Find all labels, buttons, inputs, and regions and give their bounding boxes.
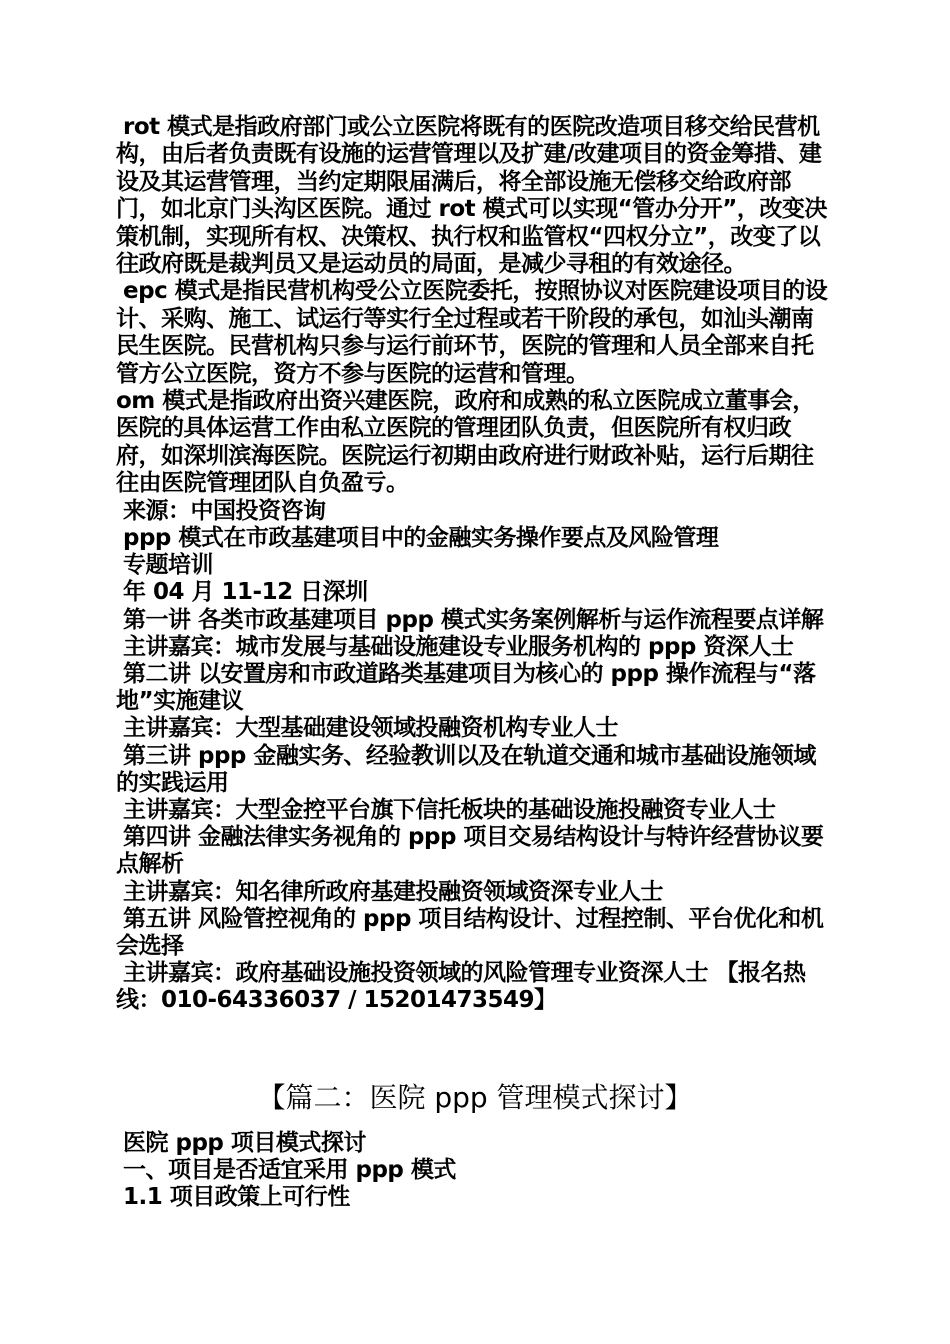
document-body [116, 114, 832, 1015]
lecture-2-speaker: 主讲嘉宾：大型基础建设领域投融资机构专业人士 [123, 715, 618, 742]
training-title: ppp 模式在市政基建项目中的金融实务操作要点及风险管理 [123, 524, 719, 551]
lecture-3-title: 第三讲 ppp 金融实务、经验教训以及在轨道交通和城市基础设施领域的实践运用 [116, 742, 816, 796]
lecture-4-speaker: 主讲嘉宾：知名律所政府基建投融资领域资深专业人士 [123, 878, 663, 905]
lecture-5-title: 第五讲 风险管控视角的 ppp 项目结构设计、过程控制、平台优化和机会选择 [116, 905, 824, 959]
source-line: 来源：中国投资咨询 [123, 497, 326, 524]
section-title: 医院 ppp 项目模式探讨 [123, 1130, 366, 1156]
paragraph-epc: epc 模式是指民营机构受公立医院委托，按照协议对医院建设项目的设计、采购、施工、试运行等实行全过程或若干阶段的承包，如汕头潮南民生医院。民营机构只参与运行前环节，医院的管理和人员全部来自托管方公立医院，资方不参与医院的运营和管理。 [116, 278, 828, 387]
section-heading-1: 一、项目是否适宜采用 ppp 模式 [123, 1157, 456, 1184]
lecture-1-speaker: 主讲嘉宾：城市发展与基础设施建设专业服务机构的 ppp 资深人士 [123, 633, 794, 660]
training-subtitle: 专题培训 [123, 552, 213, 579]
paragraph-rot: rot 模式是指政府部门或公立医院将既有的医院改造项目移交给民营机构，由后者负责既有设施的运营管理以及扩建/改建项目的资金筹措、建设及其运营管理，当约定期限届满后，将全部设施无偿移交给政府部门，如北京门头沟区医院。通过 rot 模式可以实现“管办分开”，改变决策机制，实现所有权、决策权、执行权和监管权“四权分立”，改变了以往政府既是裁判员又是运动员的局面，是减少寻租的有效途径。 [116, 114, 827, 278]
lecture-2-title: 第二讲 以安置房和市政道路类基建项目为核心的 ppp 操作流程与“落地”实施建议 [116, 660, 816, 715]
lecture-4-title: 第四讲 金融法律实务视角的 ppp 项目交易结构设计与特许经营协议要点解析 [116, 824, 824, 878]
lecture-5-speaker: 主讲嘉宾：政府基础设施投资领域的风险管理专业资深人士 【报名热线：010-64336037 / 15201473549】 [116, 960, 806, 1014]
section-heading: 【篇二：医院 ppp 管理模式探讨】 [257, 1081, 693, 1114]
section-heading-2: 1.1 项目政策上可行性 [123, 1184, 350, 1211]
lecture-1-title: 第一讲 各类市政基建项目 ppp 模式实务案例解析与运作流程要点详解 [123, 606, 824, 633]
training-date: 年 04 月 11-12 日深圳 [123, 579, 368, 606]
lecture-3-speaker: 主讲嘉宾：大型金控平台旗下信托板块的基础设施投融资专业人士 [123, 796, 776, 823]
section-body [116, 1130, 832, 1212]
paragraph-om: om 模式是指政府出资兴建医院，政府和成熟的私立医院成立董事会，医院的具体运营工作由私立医院的管理团队负责，但医院所有权归政府，如深圳滨海医院。医院运行初期由政府进行财政补贴，运行后期往往由医院管理团队自负盈亏。 [116, 388, 815, 497]
